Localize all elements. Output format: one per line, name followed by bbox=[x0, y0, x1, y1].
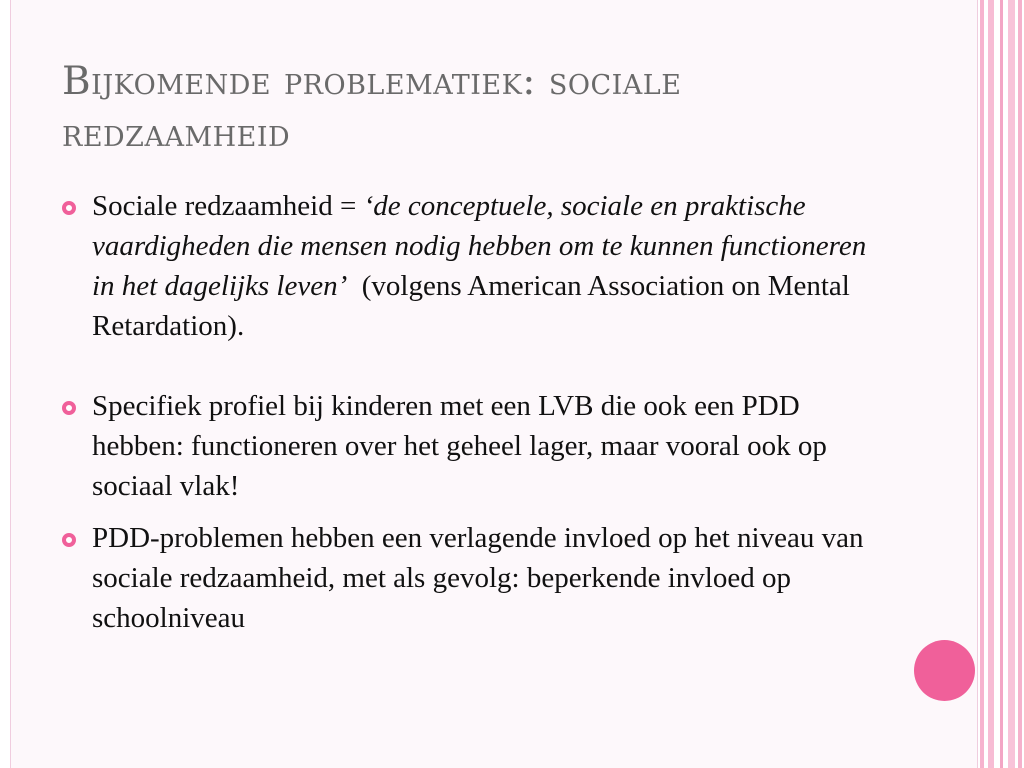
bullet-text: PDD-problemen hebben een verlagende invloed op het niveau van sociale redzaamheid, met als gevolg: beperkende invloed op schoolniveau bbox=[92, 522, 864, 634]
bullet-text: Specifiek profiel bij kinderen met een LVB die ook een PDD hebben: functioneren over het geheel lager, maar vooral ook op sociaal vlak! bbox=[92, 390, 827, 502]
bullet-item bbox=[62, 518, 892, 638]
circle-dot-icon bbox=[914, 640, 975, 701]
ring-bullet-icon bbox=[62, 201, 76, 215]
slide-title: Bijkomende problematiek: sociale redzaamheid bbox=[62, 59, 682, 156]
decorative-stripe bbox=[1008, 0, 1015, 768]
ring-bullet-icon bbox=[62, 533, 76, 547]
bullet-lead-text: Sociale redzaamheid = bbox=[92, 190, 364, 222]
bullet-list bbox=[62, 186, 892, 638]
ring-bullet-icon bbox=[62, 401, 76, 415]
decorative-stripe bbox=[1000, 0, 1003, 768]
decorative-stripe bbox=[1018, 0, 1022, 768]
definition-quote: ‘de conceptuele, sociale en praktische vaardigheden die mensen nodig hebben om te kunnen functioneren in het dagelijks leven’ bbox=[92, 190, 867, 302]
decorative-stripe bbox=[988, 0, 994, 768]
bullet-item bbox=[62, 386, 892, 506]
decorative-stripe bbox=[980, 0, 984, 768]
source-note: (volgens American Association on Mental Retardation). bbox=[92, 270, 858, 342]
bullet-item bbox=[62, 186, 892, 346]
